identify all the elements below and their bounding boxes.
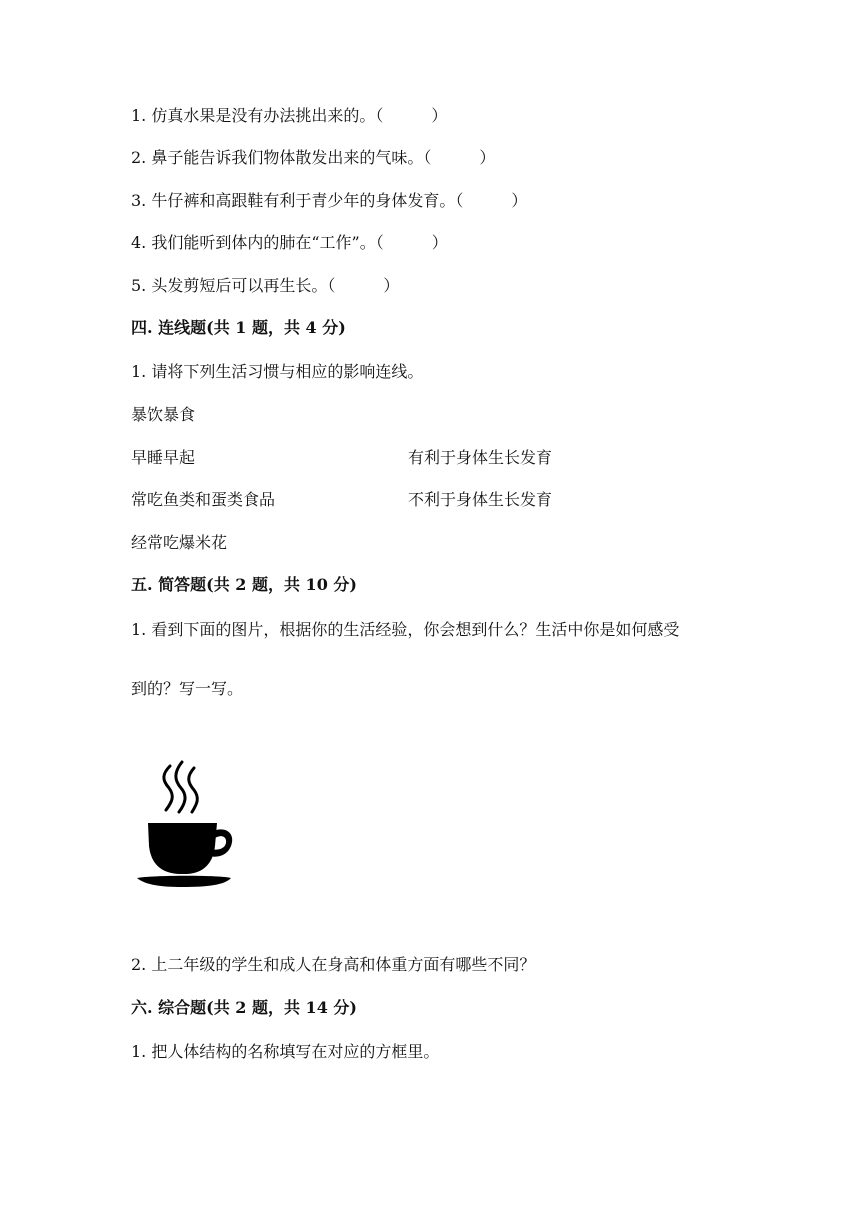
- judge-question-4: 4. 我们能听到体内的肺在“工作”。（ ）: [131, 233, 448, 252]
- section-4-title: 四. 连线题(共 1 题，共 4 分): [131, 318, 346, 337]
- matching-question: 1. 请将下列生活习惯与相应的影响连线。: [131, 362, 424, 381]
- judge-question-5: 5. 头发剪短后可以再生长。（ ）: [131, 276, 400, 295]
- judge-question-3: 3. 牛仔裤和高跟鞋有利于青少年的身体发育。（ ）: [131, 191, 528, 210]
- comprehensive-q1: 1. 把人体结构的名称填写在对应的方框里。: [131, 1042, 440, 1061]
- short-answer-q1-line1: 1. 看到下面的图片，根据你的生活经验，你会想到什么？生活中你是如何感受: [131, 620, 680, 639]
- short-answer-q1-line2: 到的？写一写。: [131, 679, 244, 698]
- habit-item-4: 经常吃爆米花: [131, 533, 228, 552]
- habit-item-2: 早睡早起: [131, 448, 196, 467]
- judge-question-2: 2. 鼻子能告诉我们物体散发出来的气味。（ ）: [131, 148, 496, 167]
- habit-item-1: 暴饮暴食: [131, 405, 196, 424]
- short-answer-q2: 2. 上二年级的学生和成人在身高和体重方面有哪些不同？: [131, 955, 536, 974]
- judge-question-1: 1. 仿真水果是没有办法挑出来的。（ ）: [131, 106, 448, 125]
- section-6-title: 六. 综合题(共 2 题，共 14 分): [131, 998, 357, 1017]
- habit-item-3: 常吃鱼类和蛋类食品: [131, 490, 276, 509]
- effect-item-1: 有利于身体生长发育: [408, 448, 553, 467]
- section-5-title: 五. 简答题(共 2 题，共 10 分): [131, 575, 357, 594]
- hot-coffee-cup-icon: [137, 760, 237, 892]
- effect-item-2: 不利于身体生长发育: [408, 490, 553, 509]
